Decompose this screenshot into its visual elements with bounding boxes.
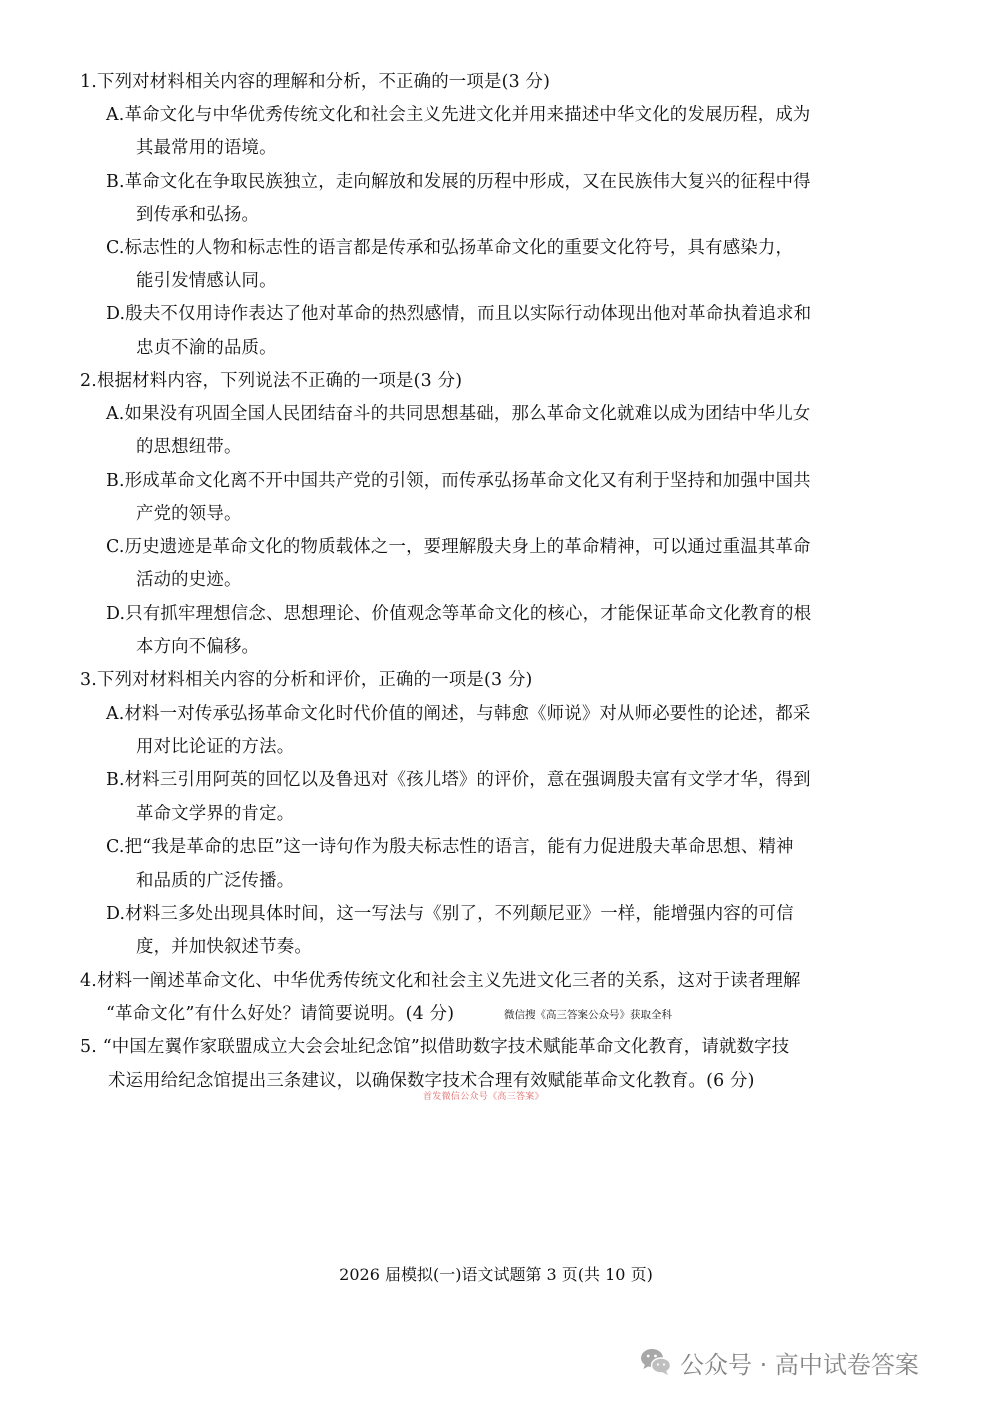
q2-option-c-line1: C.历史遗迹是革命文化的物质载体之一，要理解殷夫身上的革命精神，可以通过重温其革命: [106, 537, 811, 557]
q2-option-d-line2: 本方向不偏移。: [136, 637, 260, 657]
q4-stem-line2: “革命文化”有什么好处？请简要说明。(4 分): [106, 1004, 455, 1024]
q4-stem-line1: 4.材料一阐述革命文化、中华优秀传统文化和社会主义先进文化三者的关系，这对于读者理解: [80, 971, 801, 991]
wechat-icon: [640, 1347, 672, 1377]
q1-option-c-line2: 能引发情感认同。: [136, 271, 277, 291]
q2-option-a-line2: 的思想纽带。: [136, 437, 242, 457]
q1-option-b-line2: 到传承和弘扬。: [136, 205, 260, 225]
q3-option-c-line2: 和品质的广泛传播。: [136, 871, 295, 891]
q3-stem: 3.下列对材料相关内容的分析和评价，正确的一项是(3 分): [80, 670, 533, 690]
q3-option-a-line2: 用对比论证的方法。: [136, 737, 295, 757]
q3-option-a-line1: A.材料一对传承弘扬革命文化时代价值的阐述，与韩愈《师说》对从师必要性的论述，都采: [106, 704, 811, 724]
q1-option-a-line1: A.革命文化与中华优秀传统文化和社会主义先进文化并用来描述中华文化的发展历程，成为: [106, 105, 811, 125]
q1-option-a-line2: 其最常用的语境。: [136, 138, 277, 158]
q5-stem-line2: 术运用给纪念馆提出三条建议，以确保数字技术合理有效赋能革命文化教育。(6 分): [108, 1071, 755, 1091]
q3-option-d-line2: 度，并加快叙述节奏。: [136, 937, 312, 957]
q2-option-d-line1: D.只有抓牢理想信念、思想理论、价值观念等革命文化的核心，才能保证革命文化教育的根: [106, 604, 812, 624]
q1-stem: 1.下列对材料相关内容的理解和分析，不正确的一项是(3 分): [80, 72, 551, 92]
q2-option-c-line2: 活动的史迹。: [136, 570, 242, 590]
q3-option-c-line1: C.把“我是革命的忠臣”这一诗句作为殷夫标志性的语言，能有力促进殷夫革命思想、精神: [106, 837, 794, 857]
brand-watermark: [640, 1342, 919, 1382]
q5-stem-line1: 5. “中国左翼作家联盟成立大会会址纪念馆”拟借助数字技术赋能革命文化教育，请就数字技: [80, 1037, 790, 1057]
page-footer: 2026 届模拟(一)语文试题第 3 页(共 10 页): [339, 1265, 653, 1284]
q3-option-d-line1: D.材料三多处出现具体时间，这一写法与《别了，不列颠尼亚》一样，能增强内容的可信: [106, 904, 794, 924]
q2-stem: 2.根据材料内容，下列说法不正确的一项是(3 分): [80, 371, 463, 391]
q1-option-b-line1: B.革命文化在争取民族独立，走向解放和发展的历程中形成，又在民族伟大复兴的征程中得: [106, 172, 811, 192]
q2-option-b-line1: B.形成革命文化离不开中国共产党的引领，而传承弘扬革命文化又有利于坚持和加强中国共: [106, 471, 811, 491]
q3-option-b-line1: B.材料三引用阿英的回忆以及鲁迅对《孩儿塔》的评价，意在强调殷夫富有文学才华，得到: [106, 770, 811, 790]
q2-option-b-line2: 产党的领导。: [136, 504, 242, 524]
q2-option-a-line1: A.如果没有巩固全国人民团结奋斗的共同思想基础，那么革命文化就难以成为团结中华儿女: [106, 404, 811, 424]
q1-option-d-line1: D.殷夫不仅用诗作表达了他对革命的热烈感情，而且以实际行动体现出他对革命执着追求和: [106, 304, 812, 324]
inline-watermark-note: 微信搜《高三答案公众号》获取全科: [504, 1009, 672, 1021]
q1-option-c-line1: C.标志性的人物和标志性的语言都是传承和弘扬革命文化的重要文化符号，具有感染力，: [106, 238, 794, 258]
q1-option-d-line2: 忠贞不渝的品质。: [136, 338, 277, 358]
brand-text: 公众号 · 高中试卷答案: [680, 1350, 919, 1379]
red-watermark-note: 首发微信公众号《高三答案》: [423, 1092, 544, 1102]
q3-option-b-line2: 革命文学界的肯定。: [136, 804, 295, 824]
